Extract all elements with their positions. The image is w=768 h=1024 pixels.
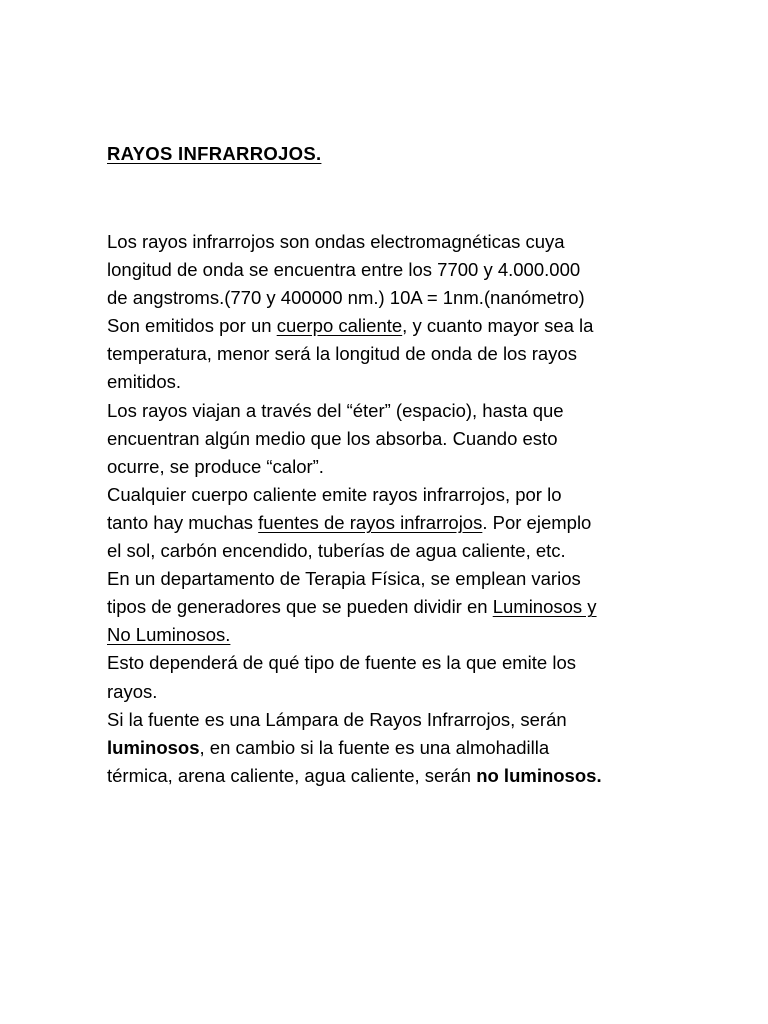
text-run: Si la fuente es una Lámpara de Rayos Infrarrojos, serán [107,708,567,730]
document-body [107,228,667,790]
text-run: Los rayos infrarrojos son ondas electromagnéticas cuya [107,231,565,252]
bold-term-no-luminosos: no luminosos. [476,764,602,786]
underlined-term-no-luminosos: No Luminosos. [107,624,231,646]
text-run: rayos. [107,680,158,702]
text-line [107,256,667,284]
text-line [107,425,667,453]
text-line [107,678,667,706]
text-line [107,368,667,396]
text-run: Esto dependerá de qué tipo de fuente es la que emite los [107,652,577,674]
text-line [107,509,667,537]
text-run: encuentran algún medio que los absorba. Cuando esto [107,427,558,449]
text-line [107,228,667,256]
text-run: , en cambio si la fuente es una almohadilla [199,736,550,758]
bold-term-luminosos: luminosos [107,736,200,758]
document-title: RAYOS INFRARROJOS. [107,143,322,164]
text-run: En un departamento de Terapia Física, se emplean varios [107,568,581,590]
text-line [107,706,667,734]
text-run: Son emitidos por un [107,315,277,337]
underlined-term-luminosos: Luminosos y [492,596,597,618]
text-run: temperatura, menor será la longitud de onda de los rayos [107,343,577,365]
text-run: . Por ejemplo [482,511,592,533]
text-run: longitud de onda se encuentra entre los 7700 y 4.000.000 [107,259,581,281]
text-line [107,284,667,312]
text-line [107,621,667,649]
text-line [107,312,667,340]
text-run: , y cuanto mayor sea la [402,315,594,337]
text-line [107,397,667,425]
text-line [107,481,667,509]
text-line [107,734,667,762]
text-run: tipos de generadores que se pueden dividir en [107,596,493,618]
text-line [107,537,667,565]
text-run: Cualquier cuerpo caliente emite rayos infrarrojos, por lo [107,483,562,505]
text-line [107,762,667,790]
text-run: de angstroms.(770 y 400000 nm.) 10A = 1nm.(nanómetro) [107,287,585,309]
text-run: térmica, arena caliente, agua caliente, serán [107,764,477,786]
text-run: ocurre, se produce “calor”. [107,455,324,477]
text-line [107,565,667,593]
text-run: tanto hay muchas [107,511,259,533]
text-line [107,340,667,368]
underlined-term-fuentes: fuentes de rayos infrarrojos [258,511,483,533]
text-line [107,453,667,481]
text-line [107,593,667,621]
text-line [107,649,667,677]
text-run: emitidos. [107,371,182,393]
text-run: el sol, carbón encendido, tuberías de agua caliente, etc. [107,540,566,562]
underlined-term-cuerpo-caliente: cuerpo caliente [276,315,403,337]
text-run: Los rayos viajan a través del “éter” (espacio), hasta que [107,399,564,421]
